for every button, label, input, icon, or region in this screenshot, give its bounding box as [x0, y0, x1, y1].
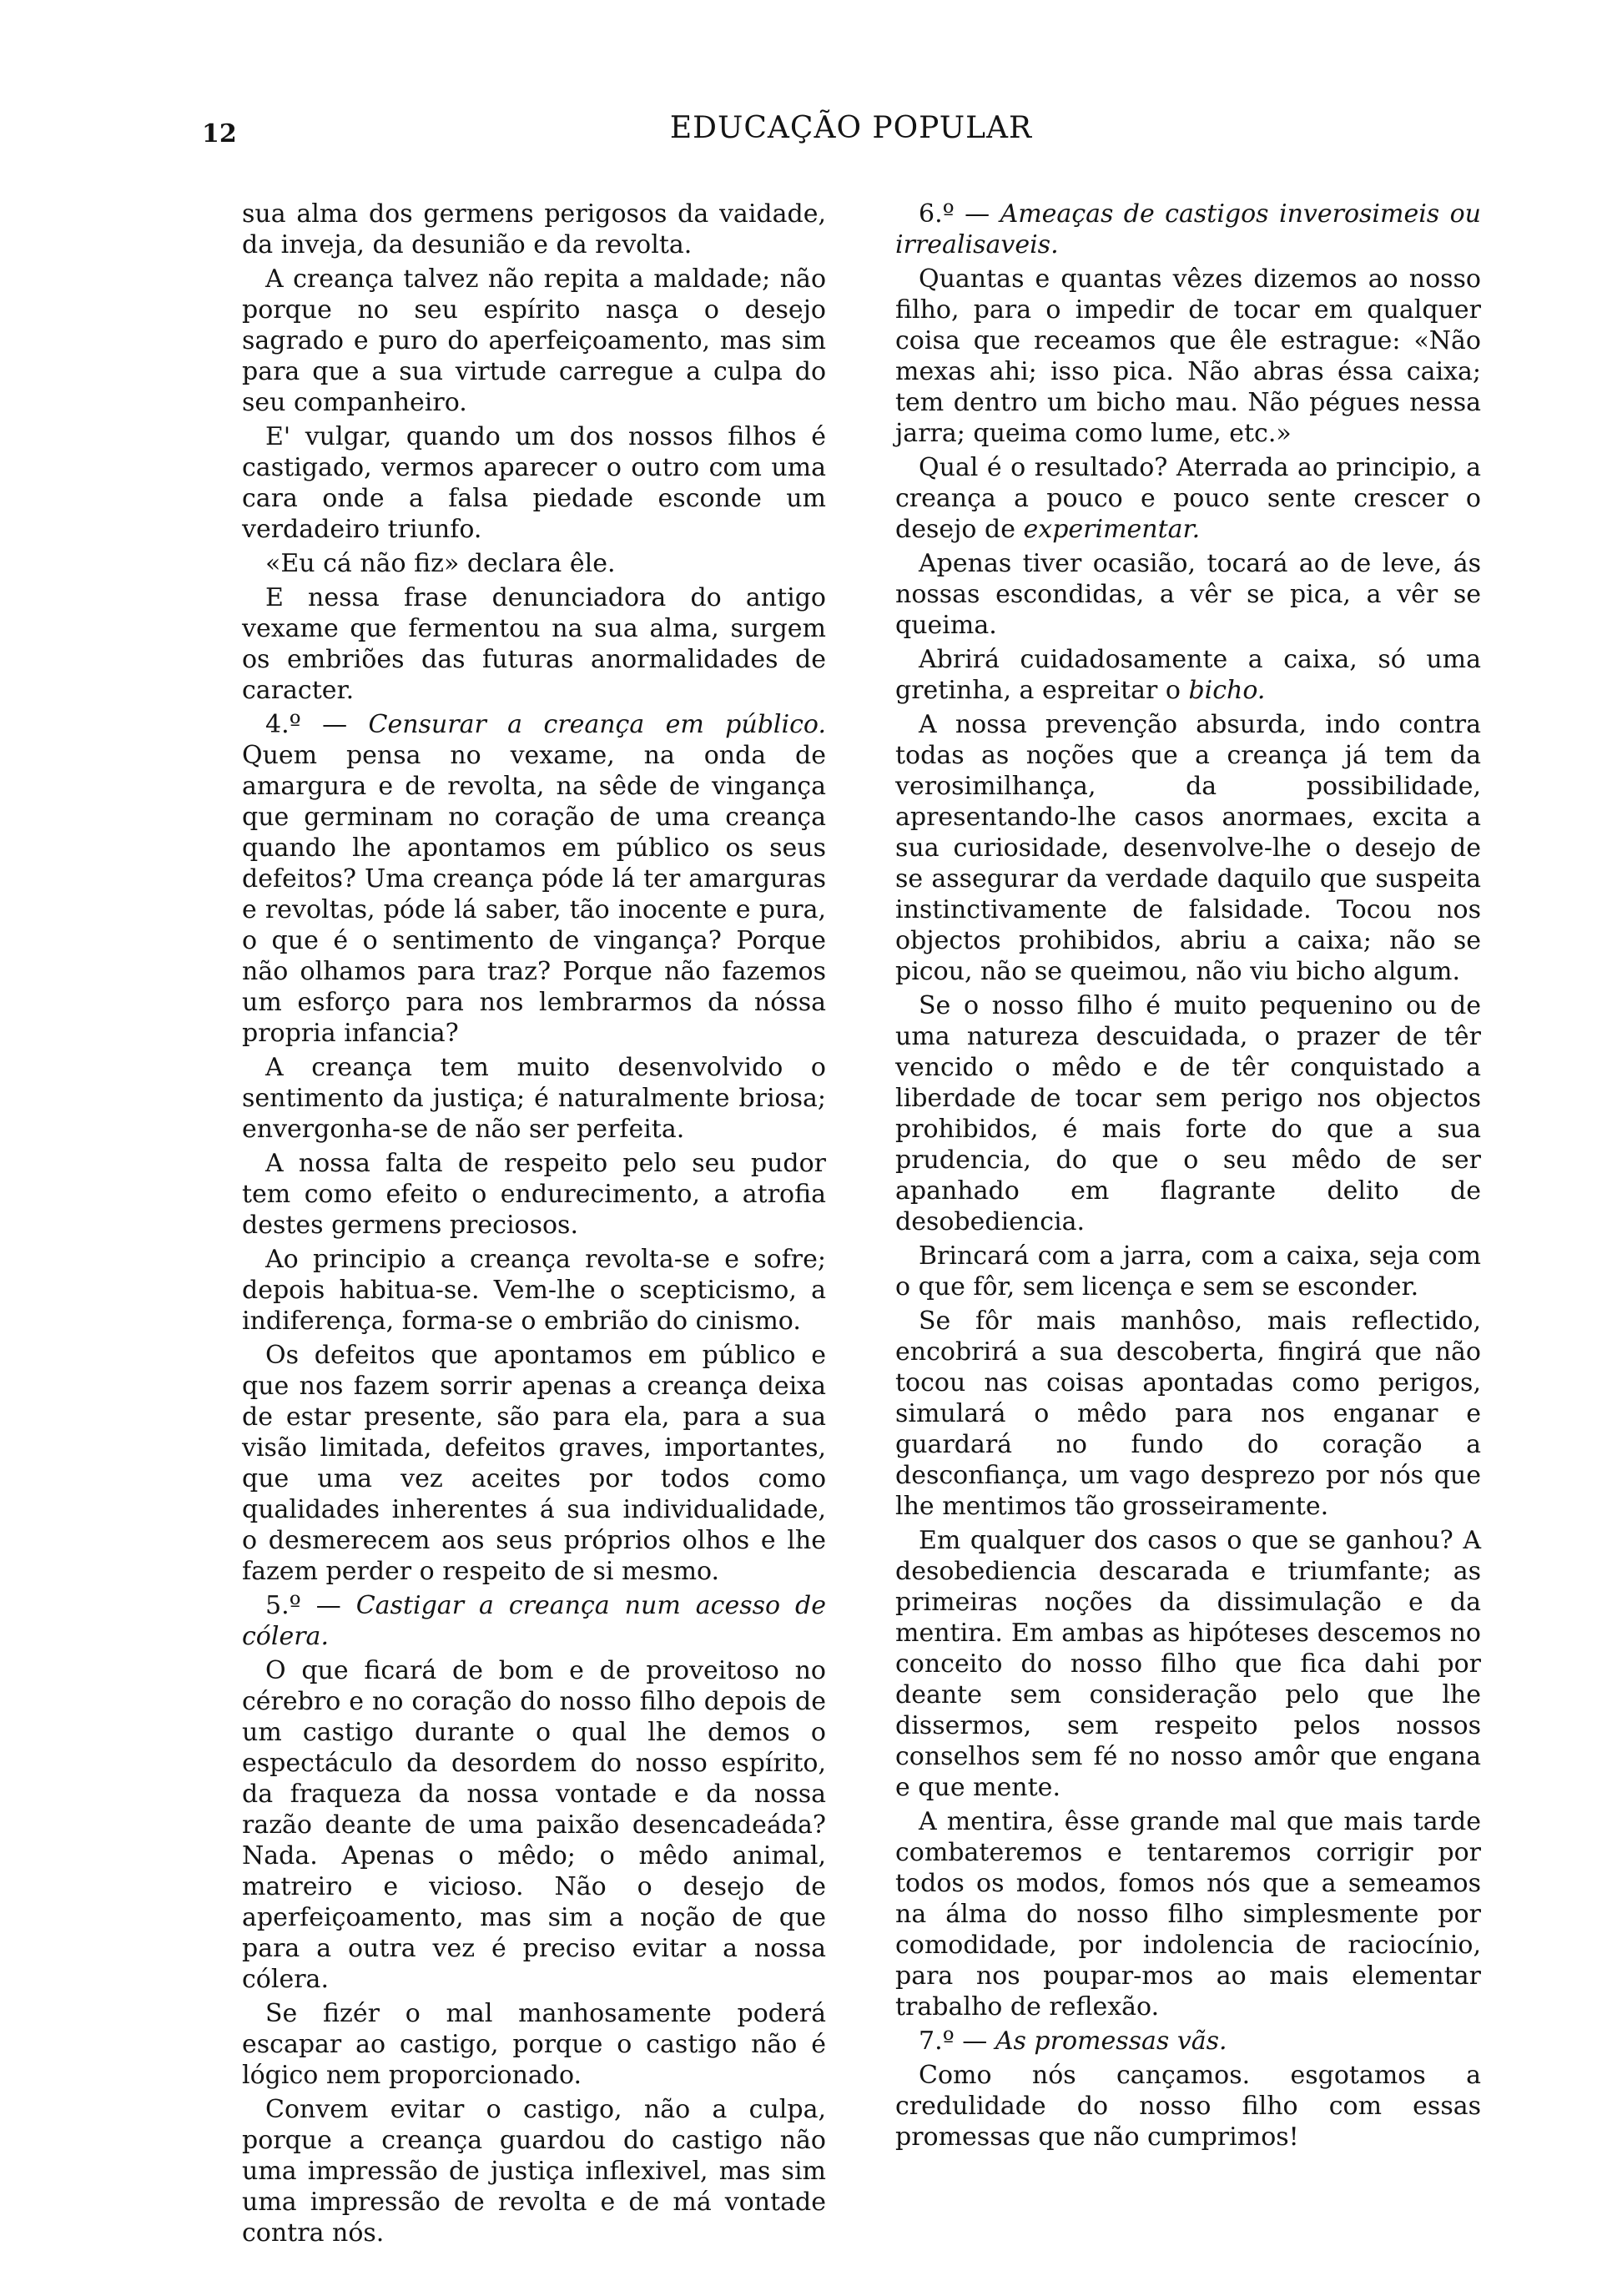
paragraph: A creança tem muito desenvolvido o sentimento da justiça; é naturalmente briosa; envergonha-se de não ser perfeita.: [242, 1053, 826, 1144]
emphasis: experimentar.: [1023, 515, 1201, 544]
text-run: Abrirá cuidadosamente a caixa, só uma gretinha, a espreitar o: [895, 645, 1481, 705]
section-5: [242, 1590, 826, 1652]
running-head: EDUCAÇÃO POPULAR: [669, 111, 1033, 145]
paragraph: A mentira, êsse grande mal que mais tarde combateremos e tentaremos corrigir por todos os modos, fomos nós que a semeamos na álma do nosso filho simplesmente por comodidade, por indolencia de raciocínio, para nos poupar-mos ao mais elementar trabalho de reflexão.: [895, 1807, 1481, 2022]
section-title: Castigar a creança num acesso de cólera.: [242, 1591, 826, 1651]
paragraph: A creança talvez não repita a maldade; não porque no seu espírito nasça o desejo sagrado e puro do aperfeiçoamento, mas sim para que a sua virtude carregue a culpa do seu companheiro.: [242, 264, 826, 417]
paragraph: A nossa falta de respeito pelo seu pudor tem como efeito o endurecimento, a atrofia destes germens preciosos.: [242, 1149, 826, 1240]
paragraph: Quantas e quantas vêzes dizemos ao nosso filho, para o impedir de tocar em qualquer coisa que receamos que êle estrague: «Não mexas ahi; isso pica. Não abras éssa caixa; tem dentro um bicho mau. Não pégues nessa jarra; queima como lume, etc.»: [895, 264, 1481, 448]
section-number: 4.º —: [265, 710, 369, 739]
paragraph: [895, 452, 1481, 545]
paragraph: Se fôr mais manhôso, mais reflectido, encobrirá a sua descoberta, fingirá que não tocou nas coisas apontadas como perigos, simulará o mêdo para nos enganar e guardará no fundo do coração a desconfiança, um vago desprezo por nós que lhe mentimos tão grosseiramente.: [895, 1307, 1481, 1521]
section-number: 7.º —: [919, 2027, 995, 2056]
section-text: Quem pensa no vexame, na onda de amargura e de revolta, na sêde de vingança que germinam no coração de uma creança quando lhe apontamos em público os seus defeitos? Uma creança póde lá ter amarguras e revoltas, póde lá saber, tão inocente e pura, o que é o sentimento de vingança? Porque não olhamos para traz? Porque não fazemos um esforço para nos lembrarmos da nóssa propria infancia?: [242, 741, 826, 1048]
paragraph: Se fizér o mal manhosamente poderá escapar ao castigo, porque o castigo não é lógico nem proporcionado.: [242, 1999, 826, 2090]
paragraph: E nessa frase denunciadora do antigo vexame que fermentou na sua alma, surgem os embriões das futuras anormalidades de caracter.: [242, 583, 826, 705]
paragraph: Convem evitar o castigo, não a culpa, porque a creança guardou do castigo não uma impressão de justiça inflexivel, mas sim uma impressão de revolta e de má vontade contra nós.: [242, 2095, 826, 2248]
left-column: [242, 199, 826, 2248]
page-number: 12: [202, 119, 237, 149]
emphasis: bicho.: [1188, 676, 1266, 705]
section-7: [895, 2026, 1481, 2057]
section-4: [242, 709, 826, 1049]
paragraph: [895, 644, 1481, 706]
paragraph: Ao principio a creança revolta-se e sofre; depois habitua-se. Vem-lhe o scepticismo, a indiferença, forma-se o embrião do cinismo.: [242, 1245, 826, 1336]
section-6: [895, 199, 1481, 260]
paragraph: Como nós cançamos. esgotamos a credulidade do nosso filho com essas promessas que não cumprimos!: [895, 2061, 1481, 2152]
paragraph: Se o nosso filho é muito pequenino ou de uma natureza descuidada, o prazer de têr vencido o mêdo e de têr conquistado a liberdade de tocar sem perigo nos objectos prohibidos, é mais forte do que a sua prudencia, do que o seu mêdo de ser apanhado em flagrante delito de desobediencia.: [895, 991, 1481, 1236]
paragraph: «Eu cá não fiz» declara êle.: [265, 549, 616, 578]
paragraph: E' vulgar, quando um dos nossos filhos é castigado, vermos aparecer o outro com uma cara onde a falsa piedade esconde um verdadeiro triunfo.: [242, 422, 826, 544]
paragraph: Em qualquer dos casos o que se ganhou? A desobediencia descarada e triumfante; as primeiras noções da dissimulação e da mentira. Em ambas as hipóteses descemos no conceito do nosso filho que fica dahi por deante sem consideração pelo que lhe dissermos, sem respeito pelos nossos conselhos sem fé no nosso amôr que engana e que mente.: [895, 1526, 1481, 1802]
section-number: 6.º —: [919, 199, 1000, 229]
paragraph: sua alma dos germens perigosos da vaidade, da inveja, da desunião e da revolta.: [242, 199, 826, 259]
paragraph: O que ficará de bom e de proveitoso no cérebro e no coração do nosso filho depois de um castigo durante o qual lhe demos o espectáculo da desordem do nosso espírito, da fraqueza da nossa vontade e da nossa razão deante de uma paixão desencadeáda? Nada. Apenas o mêdo; o mêdo animal, matreiro e vicioso. Não o desejo de aperfeiçoamento, mas sim a noção de que para a outra vez é preciso evitar a nossa cólera.: [242, 1656, 826, 1994]
section-title: Censurar a creança em público.: [368, 710, 826, 739]
paragraph: Brincará com a jarra, com a caixa, seja com o que fôr, sem licença e sem se esconder.: [895, 1241, 1481, 1302]
section-title: Ameaças de castigos inverosimeis ou irrealisaveis.: [895, 199, 1481, 259]
paragraph: Os defeitos que apontamos em público e que nos fazem sorrir apenas a creança deixa de estar presente, são para ela, para a sua visão limitada, defeitos graves, importantes, que uma vez aceites por todos como qualidades inherentes á sua individualidade, o desmerecem aos seus próprios olhos e lhe fazem perder o respeito de si mesmo.: [242, 1341, 826, 1586]
section-number: 5.º —: [265, 1591, 356, 1620]
right-column: [895, 199, 1481, 2152]
text-run: Qual é o resultado? Aterrada ao principio, a creança a pouco e pouco sente crescer o desejo de: [895, 453, 1481, 544]
paragraph: A nossa prevenção absurda, indo contra todas as noções que a creança já tem da verosimilhança, da possibilidade, apresentando-lhe casos anormaes, excita a sua curiosidade, desenvolve-lhe o desejo de se assegurar da verdade daquilo que suspeita instinctivamente de falsidade. Tocou nos objectos prohibidos, abriu a caixa; não se picou, não se queimou, não viu bicho algum.: [895, 710, 1481, 986]
section-title: As promessas vãs.: [995, 2027, 1227, 2056]
paragraph: Apenas tiver ocasião, tocará ao de leve, ás nossas escondidas, a vêr se pica, a vêr se queima.: [895, 549, 1481, 640]
